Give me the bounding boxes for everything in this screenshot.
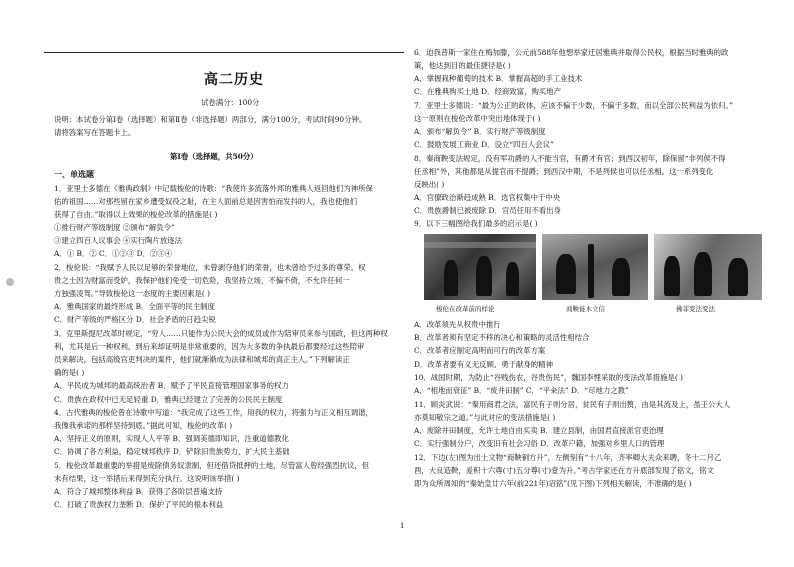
question-line: 4．古代雅典的梭伦曾在诗歌中写道：“我完成了这些工作，用我的权力，将强力与正义相互调谐， <box>54 408 373 417</box>
image-caption: 拂菲变法变法 <box>676 305 715 313</box>
question-line: C．财产等级的严格区分 D．社会矛盾的日趋尖锐 <box>54 315 216 324</box>
question-line: 1．亚里士多德在《雅典政制》中记载梭伦的诗歌：“我使许多流落外邦的雅典人返回他们为神所保 <box>54 184 373 193</box>
question-line: C．在雅典购买土地 D．经商致富，购买地产 <box>414 87 561 96</box>
instruction-line: 请将答案写在答题卡上。 <box>54 128 136 137</box>
question-line: 6．迫我普斯一家住在梅加滕，公元前588年他想举家迁居雅典并取得公民权，根据当时雅典的政 <box>414 48 729 57</box>
question-line: 7．亚里士多德说：“最为公正的政体，应该不偏于少数，不偏于多数，而以全部公民利益为依归。” <box>414 101 733 110</box>
section-heading: 一、单选题 <box>54 169 94 179</box>
question-line: A．颁布“解负令” B．实行财产等级制度 <box>414 127 546 136</box>
question-line: 方独强凌驾。”导致梭伦这一态度的主要因素是( ) <box>54 289 211 298</box>
question-line: 11．顾炎武说：“秦用商君之法，富民有子则分居，贫民有子则出赘，由是其流及上，虽王公大人 <box>414 400 731 409</box>
image-caption: 梭伦在改革前的样论 <box>436 305 495 313</box>
punch-hole <box>6 278 14 286</box>
question-line: 酉，大良造鞅，爰积十六尊(寸)五分尊(寸)壹为升。”考古学家还在方升底部发现了铭文，铭文 <box>414 466 714 475</box>
question-line: 2．梭伦说：“我赋予人民以足够的荣誉地位，未曾剥夺他们的荣誉，也未曾给予过多的尊荣。权 <box>54 263 366 272</box>
exam-title: 高二历史 <box>204 72 264 88</box>
question-line: ①推行财产等级制度 ②颁布“解负令” <box>54 223 175 232</box>
question-line: C．鼓励发展工商业 D．设立“四百人会议” <box>414 140 554 149</box>
image-caption: 商鞅徙木立信 <box>566 305 605 313</box>
question-line: C．协调了各方利益，稳定城邦秩序 D．铲除旧贵族势力，扩大民主基础 <box>54 447 290 456</box>
question-line: 8．秦商鞅变法规定，没有军功爵的人不能当官，有爵才有官；到西汉初年，除保留“非列侯不得 <box>414 154 726 163</box>
question-line: A．① B．② C．①②③ D．②③④ <box>54 249 173 258</box>
page-number: 1 <box>400 522 405 530</box>
question-line: A．“相地而衰征” B．“废井田制” C．“平籴法” D．“尽地力之教” <box>414 386 629 395</box>
question-line: 确的是( ) <box>54 368 85 377</box>
question-line: A．符合了城邦整体利益 B．获得了各阶层普遍支持 <box>54 487 223 496</box>
question-line: 利，尤其是后一种权利，到后来却证明是非常重要的，因为大多数的争执最后都要经过这些陪审 <box>54 342 365 351</box>
question-line: 亦莫知敬宗之道。”与此对应的变法措施是( ) <box>414 413 556 422</box>
question-line: A．雅典国家的最终形成 B．全面平等的民主制度 <box>54 302 215 311</box>
question-line: A．平民成为城邦的最高统治者 B．赋予了平民直接管理国家事务的权力 <box>54 381 289 390</box>
reform-image-third <box>654 234 762 300</box>
instruction-line: 说明：本试卷分第Ⅰ卷（选择题）和第Ⅱ卷（非选择题）两部分，满分100分，考试时间90分钟。 <box>54 115 367 124</box>
question-line: C．贵族在政权中已无足轻重 D．雅典已经建立了完善的公民民主制度 <box>54 395 283 404</box>
question-line: A．坚持正义的原则，实现人人平等 B．强调美德即知识，注重道德教化 <box>54 434 289 443</box>
question-line: 任丞相”外，其他都是从提官而不提爵；到西汉中期，不是列侯也可以任丞相。这一系列变化 <box>414 167 714 176</box>
question-line: 获得了自由。”取得以上效果的梭伦改革的措施是( ) <box>54 210 218 219</box>
question-line: 这一原则在梭伦改革中突出地体现于( ) <box>414 114 541 123</box>
question-line: 佑的祖国……对那些留在家乡遭受奴役之耻，在主人面前总是因害怕而发抖的人，我也使他们 <box>54 197 358 206</box>
question-line: 3．克里斯提尼改革时规定，“穷人……只能作为公民大会的成员或作为陪审员来参与国政，但这两种权 <box>54 329 388 338</box>
question-line: C．贵族爵制已被废除 D．官员任用不看出身 <box>414 206 561 215</box>
question-line: A．官僚政治渐趋成熟 B．选官权集中于中央 <box>414 193 561 202</box>
question-line: A．废除井田制度，允许土地自由买卖 B．建立县制，由国君直接派官吏治理 <box>414 426 664 435</box>
question-line: 反映出( ) <box>414 180 445 189</box>
part-heading: 第Ⅰ卷（选择题，共50分） <box>170 152 258 161</box>
question-line: 5．梭伦改革最重要的举措是废除债务奴隶制，但还借贷抵押的土地，尽管富人曾经强烈抗议，但 <box>54 461 370 470</box>
question-line: 9．以下三幅图给我们最多的启示是( ) <box>414 219 538 228</box>
question-line: A．改革须先从权贵中推行 <box>414 320 501 329</box>
question-line: 策，他达到目的最佳捷径是( ) <box>414 61 511 70</box>
reform-image-solon <box>424 234 536 300</box>
question-line: ③建立四百人议事会 ④实行陶片放逐法 <box>54 236 182 245</box>
question-line: C．实行强制分户，改变旧有社会习俗 D．改革户籍，加强对乡里人口的管理 <box>414 439 665 448</box>
question-line: 末有结果，这一举措后来得到充分执行。这说明该举措( ) <box>54 474 240 483</box>
question-line: C．打破了贵族权力垄断 D．保护了平民的根本利益 <box>54 500 224 509</box>
question-line: 即为众所周知的“秦始皇廿六年(前221年)诏铭”(见下图)下列相关解读，不准确的是( ) <box>414 479 692 488</box>
question-line: 12．下边(左)图为出土文物“商鞅铜方升”，左侧刻有“十八年，齐率卿大夫众来聘，冬十二月乙 <box>414 453 722 462</box>
question-line: 我像我承诺的那样坚持到底。”据此可知，梭伦的改革( ) <box>54 421 233 430</box>
question-line: D．改革者要有义无反顾、勇于献身的精神 <box>414 360 553 369</box>
reform-image-shang-yang <box>542 234 648 300</box>
question-line: 员来解决，包括高级官吏判决的案件，他们就渐渐成为法律和城邦的真正主人。”下列解读正 <box>54 355 350 364</box>
question-line: B．改革者须有坚定不移的决心和策略的灵活性相结合 <box>414 333 590 342</box>
question-line: A．掌握栽种葡萄的技术 B．掌握高超的手工业技术 <box>414 74 583 83</box>
question-line: 贵之士因为财富而受妒，我保护他们免受一切危险，我坚持立场，不偏不倚，不允许任何一 <box>54 276 350 285</box>
exam-subtitle: 试卷满分：100分 <box>201 98 260 107</box>
header-rule <box>44 52 404 53</box>
question-line: C．改革者应制定高明而可行的改革方案 <box>414 346 546 355</box>
question-line: 10．战国时期，为防止“谷贱伤农，谷贵伤民”，魏国李悝采取的变法改革措施是( ) <box>414 373 683 382</box>
